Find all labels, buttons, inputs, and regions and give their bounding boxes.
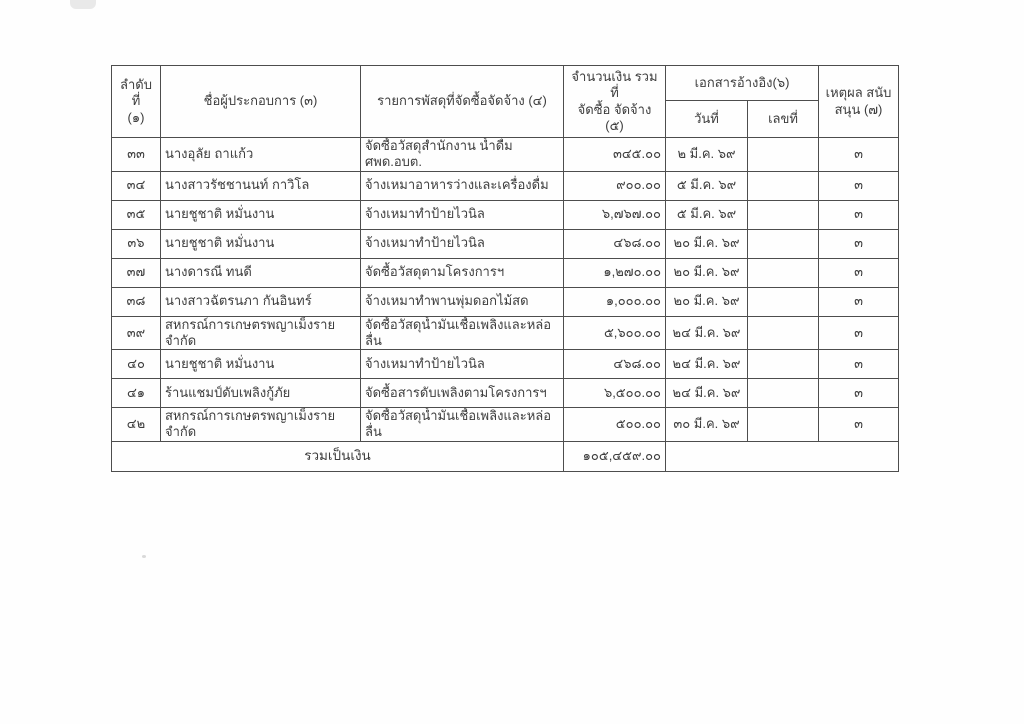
cell-item-description: จัดซื้อวัสดุตามโครงการฯ xyxy=(361,258,564,287)
cell-vendor-name: สหกรณ์การเกษตรพญาเม็งราย จำกัด xyxy=(161,408,361,442)
cell-item-description: จัดซื้อวัสดุสำนักงาน น้ำดื่ม ศพด.อบต. xyxy=(361,138,564,172)
cell-item-description: จ้างเหมาทำพานพุ่มดอกไม้สด xyxy=(361,287,564,316)
cell-sequence-no: ๔๑ xyxy=(112,379,161,408)
cell-reason: ๓ xyxy=(819,287,899,316)
cell-item-description: จัดซื้อวัสดุน้ำมันเชื้อเพลิงและหล่อลื่น xyxy=(361,408,564,442)
header-sequence-no-line1: ลำดับที่ xyxy=(120,77,152,109)
cell-vendor-name: นายชูชาติ หมั่นงาน xyxy=(161,229,361,258)
cell-vendor-name: นางอุลัย ถาแก้ว xyxy=(161,138,361,172)
cell-vendor-name: ร้านแชมป์ดับเพลิงกู้ภัย xyxy=(161,379,361,408)
cell-reference-date: ๕ มี.ค. ๖๙ xyxy=(666,171,748,200)
table-row xyxy=(112,350,899,379)
cell-amount: ๙๐๐.๐๐ xyxy=(564,171,666,200)
header-reference-number: เลขที่ xyxy=(748,101,819,138)
cell-vendor-name: นางสาวฉัตรนภา กันอินทร์ xyxy=(161,287,361,316)
cell-amount: ๕๐๐.๐๐ xyxy=(564,408,666,442)
header-reference-date: วันที่ xyxy=(666,101,748,138)
cell-reason: ๓ xyxy=(819,200,899,229)
header-item-description: รายการพัสดุที่จัดซื้อจัดจ้าง (๔) xyxy=(361,66,564,138)
cell-item-description: จ้างเหมาทำป้ายไวนิล xyxy=(361,229,564,258)
cell-reason: ๓ xyxy=(819,258,899,287)
cell-sequence-no: ๓๖ xyxy=(112,229,161,258)
header-sequence-no-line2: (๑) xyxy=(127,109,145,125)
header-sequence-no xyxy=(112,66,161,138)
cell-sequence-no: ๔๒ xyxy=(112,408,161,442)
cell-vendor-name: นายชูชาติ หมั่นงาน xyxy=(161,200,361,229)
cell-amount: ๖,๕๐๐.๐๐ xyxy=(564,379,666,408)
table-header xyxy=(112,66,899,138)
cell-reference-number xyxy=(748,258,819,287)
cell-item-description: จ้างเหมาทำป้ายไวนิล xyxy=(361,350,564,379)
cell-sequence-no: ๓๓ xyxy=(112,138,161,172)
cell-sequence-no: ๓๗ xyxy=(112,258,161,287)
cell-amount: ๓๔๕.๐๐ xyxy=(564,138,666,172)
table-row xyxy=(112,200,899,229)
cell-reference-number xyxy=(748,408,819,442)
cell-reason: ๓ xyxy=(819,379,899,408)
cell-reference-date: ๓๐ มี.ค. ๖๙ xyxy=(666,408,748,442)
cell-sequence-no: ๓๔ xyxy=(112,171,161,200)
cell-reason: ๓ xyxy=(819,408,899,442)
cell-reference-number xyxy=(748,287,819,316)
cell-item-description: จ้างเหมาอาหารว่างและเครื่องดื่ม xyxy=(361,171,564,200)
cell-amount: ๔๖๘.๐๐ xyxy=(564,229,666,258)
table-row xyxy=(112,316,899,350)
table-row xyxy=(112,138,899,172)
header-reason-line1: เหตุผล สนับ xyxy=(825,85,892,101)
header-amount-line2: จัดซื้อ จัดจ้าง (๕) xyxy=(577,101,652,133)
cell-item-description: จ้างเหมาทำป้ายไวนิล xyxy=(361,200,564,229)
cell-reference-date: ๒๔ มี.ค. ๖๙ xyxy=(666,350,748,379)
table-row xyxy=(112,408,899,442)
table-row xyxy=(112,171,899,200)
cell-reference-date: ๒๐ มี.ค. ๖๙ xyxy=(666,287,748,316)
cell-reference-number xyxy=(748,350,819,379)
header-amount xyxy=(564,66,666,138)
cell-sequence-no: ๔๐ xyxy=(112,350,161,379)
table-row xyxy=(112,379,899,408)
cell-reference-date: ๕ มี.ค. ๖๙ xyxy=(666,200,748,229)
table-body xyxy=(112,138,899,442)
cell-amount: ๑,๐๐๐.๐๐ xyxy=(564,287,666,316)
cell-reason: ๓ xyxy=(819,316,899,350)
total-empty-cell xyxy=(666,441,899,471)
cell-sequence-no: ๓๕ xyxy=(112,200,161,229)
total-label: รวมเป็นเงิน xyxy=(112,441,564,471)
scan-artifact-smudge xyxy=(70,0,96,9)
total-amount: ๑๐๕,๔๕๙.๐๐ xyxy=(564,441,666,471)
header-vendor-name: ชื่อผู้ประกอบการ (๓) xyxy=(161,66,361,138)
cell-amount: ๕,๖๐๐.๐๐ xyxy=(564,316,666,350)
cell-reason: ๓ xyxy=(819,229,899,258)
cell-reason: ๓ xyxy=(819,138,899,172)
cell-amount: ๖,๗๖๗.๐๐ xyxy=(564,200,666,229)
cell-item-description: จัดซื้อวัสดุน้ำมันเชื้อเพลิงและหล่อลื่น xyxy=(361,316,564,350)
cell-reason: ๓ xyxy=(819,171,899,200)
cell-reference-date: ๒๔ มี.ค. ๖๙ xyxy=(666,316,748,350)
table-row xyxy=(112,258,899,287)
header-reason-line2: สนุน (๗) xyxy=(834,101,883,117)
cell-reference-number xyxy=(748,138,819,172)
cell-sequence-no: ๓๙ xyxy=(112,316,161,350)
header-amount-line1: จำนวนเงิน รวมที่ xyxy=(571,69,658,101)
cell-reference-number xyxy=(748,171,819,200)
cell-reference-number xyxy=(748,316,819,350)
header-reference-group: เอกสารอ้างอิง(๖) xyxy=(666,66,819,101)
cell-reference-date: ๒๐ มี.ค. ๖๙ xyxy=(666,229,748,258)
table-row xyxy=(112,229,899,258)
cell-reference-date: ๒ มี.ค. ๖๙ xyxy=(666,138,748,172)
total-row xyxy=(112,441,899,471)
cell-reference-number xyxy=(748,379,819,408)
table-row xyxy=(112,287,899,316)
scan-artifact-speck xyxy=(142,555,146,558)
cell-reason: ๓ xyxy=(819,350,899,379)
cell-sequence-no: ๓๘ xyxy=(112,287,161,316)
cell-item-description: จัดซื้อสารดับเพลิงตามโครงการฯ xyxy=(361,379,564,408)
cell-vendor-name: สหกรณ์การเกษตรพญาเม็งราย จำกัด xyxy=(161,316,361,350)
cell-reference-number xyxy=(748,229,819,258)
procurement-table xyxy=(111,65,899,472)
cell-vendor-name: นางดารณี ทนดี xyxy=(161,258,361,287)
cell-reference-date: ๒๐ มี.ค. ๖๙ xyxy=(666,258,748,287)
cell-amount: ๔๖๘.๐๐ xyxy=(564,350,666,379)
cell-reference-date: ๒๔ มี.ค. ๖๙ xyxy=(666,379,748,408)
table-footer xyxy=(112,441,899,471)
header-reason xyxy=(819,66,899,138)
cell-amount: ๑,๒๗๐.๐๐ xyxy=(564,258,666,287)
cell-vendor-name: นางสาวรัชชานนท์ กาวิโล xyxy=(161,171,361,200)
cell-reference-number xyxy=(748,200,819,229)
cell-vendor-name: นายชูชาติ หมั่นงาน xyxy=(161,350,361,379)
